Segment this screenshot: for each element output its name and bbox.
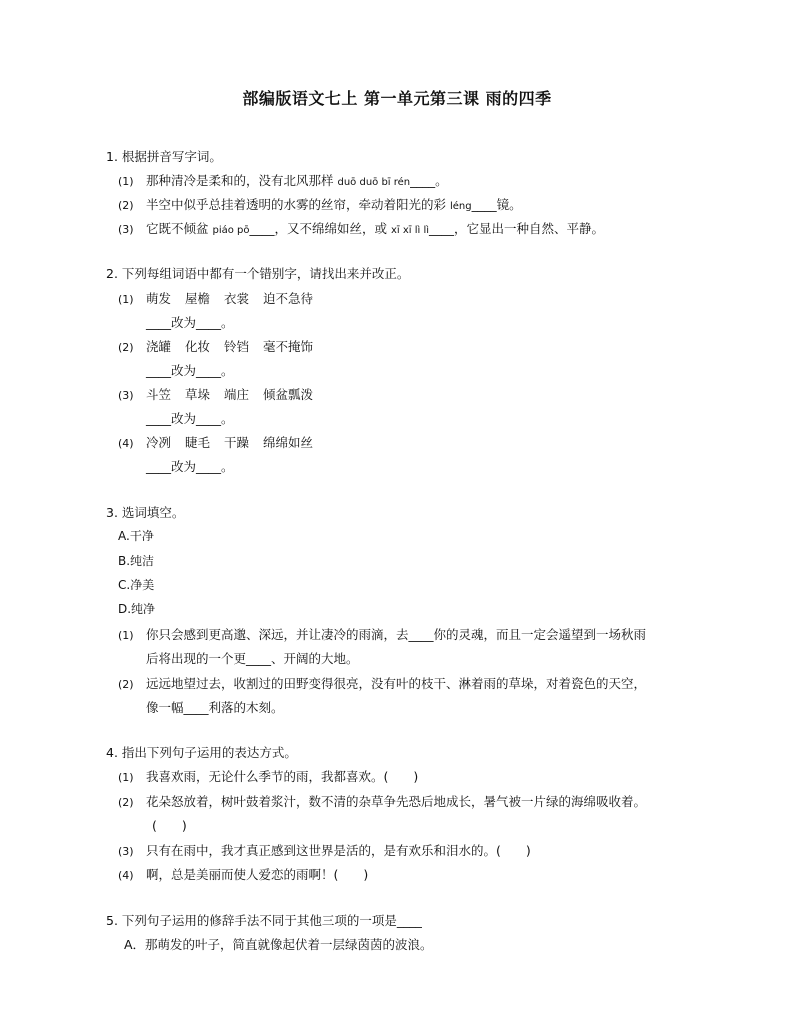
item-number: (2)	[118, 341, 134, 354]
word: 端庄	[224, 387, 250, 402]
word: 干躁	[224, 435, 250, 450]
q2-item-1	[118, 289, 327, 307]
q3-option-a: A.干净	[118, 529, 154, 543]
item-blank: ____，它显出一种自然、平静。	[429, 221, 605, 236]
q2-item-4	[118, 433, 327, 451]
item-number: (1)	[118, 629, 134, 642]
item-text: 我喜欢雨，无论什么季节的雨，我都喜欢。( )	[146, 769, 419, 784]
q2-item-2	[118, 337, 327, 355]
q4-item-2-continuation: ( )	[152, 818, 187, 833]
q3-option-d: D.纯净	[118, 602, 156, 616]
q3-item-1	[118, 625, 646, 643]
q1-item-1	[118, 171, 448, 189]
item-number: (2)	[118, 199, 134, 212]
q3-option-b: B.纯洁	[118, 554, 155, 568]
item-number: (4)	[118, 437, 134, 450]
q3-heading: 3. 选词填空。	[106, 505, 185, 520]
q4-item-1	[118, 767, 418, 785]
word: 草垛	[185, 387, 211, 402]
item-text: 只有在雨中，我才真正感到这世界是活的，是有欢乐和泪水的。( )	[146, 843, 531, 858]
word: 绵绵如丝	[263, 435, 314, 450]
q4-item-2	[118, 792, 646, 810]
q2-item-3	[118, 385, 327, 403]
item-text: 那种清冷是柔和的，没有北风那样	[146, 173, 338, 188]
item-text: 它既不倾盆	[146, 221, 213, 236]
q2-answer-line-3: ____改为____。	[146, 411, 234, 426]
item-number: (4)	[118, 869, 134, 882]
q4-heading: 4. 指出下列句子运用的表达方式。	[106, 745, 297, 760]
q3-item-2	[118, 674, 646, 692]
word: 迫不急待	[263, 291, 314, 306]
q3-item-2-continuation: 像一幅____利落的木刻。	[146, 700, 284, 715]
q1-item-2	[118, 195, 522, 213]
item-number: (1)	[118, 771, 134, 784]
word: 倾盆瓢泼	[263, 387, 314, 402]
word: 毫不掩饰	[263, 339, 314, 354]
item-blank: ____镜。	[471, 197, 522, 212]
item-number: (2)	[118, 796, 134, 809]
pinyin: léng	[449, 201, 472, 212]
word: 萌发	[146, 291, 172, 306]
item-text: 你只会感到更高邈、深远，并让凄冷的雨滴，去____你的灵魂，而且一定会遥望到一场秋雨	[146, 627, 647, 642]
q2-answer-line-4: ____改为____。	[146, 459, 234, 474]
item-text: 远远地望过去，收割过的田野变得很亮，没有叶的枝干、淋着雨的草垛，对着瓷色的天空，	[146, 676, 647, 691]
word: 衣裳	[224, 291, 250, 306]
pinyin: piáo pō	[212, 225, 250, 236]
item-number: (3)	[118, 845, 134, 858]
item-blank: ____。	[410, 173, 448, 188]
q4-item-4	[118, 865, 368, 883]
pinyin: duō duō bī rén	[337, 177, 411, 188]
pinyin: xī xī lì lì	[391, 225, 430, 236]
q5-option-a: A．那萌发的叶子，简直就像起伏着一层绿茵茵的波浪。	[124, 937, 433, 952]
q1-item-3	[118, 219, 604, 237]
word: 冷冽	[146, 435, 172, 450]
page-title: 部编版语文七上 第一单元第三课 雨的四季	[242, 89, 552, 108]
word: 浇罐	[146, 339, 172, 354]
item-number: (3)	[118, 223, 134, 236]
item-text: 花朵怒放着，树叶鼓着浆汁，数不清的杂草争先恐后地成长，暑气被一片绿的海绵吸收着。	[146, 794, 647, 809]
q5-heading: 5. 下列句子运用的修辞手法不同于其他三项的一项是____	[106, 913, 422, 928]
q4-item-3	[118, 841, 531, 859]
q1-heading: 1. 根据拼音写字词。	[106, 149, 222, 164]
item-number: (2)	[118, 678, 134, 691]
q2-answer-line-1: ____改为____。	[146, 315, 234, 330]
word: 睫毛	[185, 435, 211, 450]
word: 铃铛	[224, 339, 250, 354]
item-number: (1)	[118, 293, 134, 306]
q3-option-c: C.净美	[118, 578, 155, 592]
item-text: 半空中似乎总挂着透明的水雾的丝帘，牵动着阳光的彩	[146, 197, 450, 212]
word: 斗笠	[146, 387, 172, 402]
word: 化妆	[185, 339, 211, 354]
item-number: (3)	[118, 389, 134, 402]
q2-heading: 2. 下列每组词语中都有一个错别字，请找出来并改正。	[106, 266, 410, 281]
q3-item-1-continuation: 后将出现的一个更____、开阔的大地。	[146, 651, 359, 666]
word: 屋檐	[185, 291, 211, 306]
item-number: (1)	[118, 175, 134, 188]
item-text: 啊，总是美丽而使人爱恋的雨啊！( )	[146, 867, 369, 882]
item-text: ____，又不绵绵如丝，或	[249, 221, 391, 236]
q2-answer-line-2: ____改为____。	[146, 363, 234, 378]
